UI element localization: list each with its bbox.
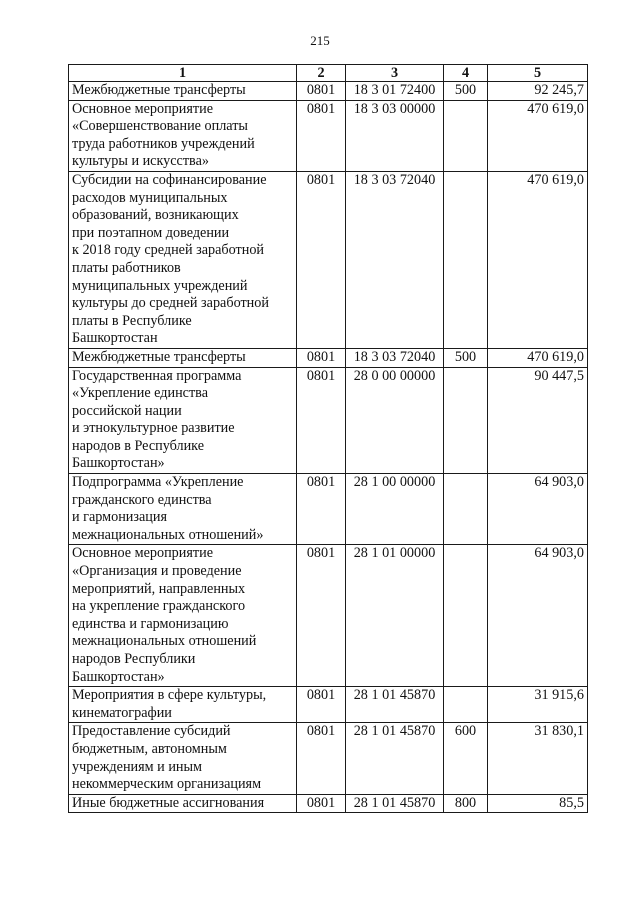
- row-amount: 31 915,6: [488, 687, 588, 723]
- table-row: [69, 545, 588, 687]
- column-header-2: 2: [297, 65, 346, 82]
- row-target-article: 28 1 00 00000: [346, 474, 444, 545]
- row-name: Межбюджетные трансферты: [69, 348, 297, 367]
- row-amount: 470 619,0: [488, 348, 588, 367]
- table-header-row: [69, 65, 588, 82]
- row-amount: 31 830,1: [488, 723, 588, 794]
- column-header-1: 1: [69, 65, 297, 82]
- row-section: 0801: [297, 545, 346, 687]
- table-row: [69, 794, 588, 813]
- column-header-3: 3: [346, 65, 444, 82]
- row-name: Государственная программа «Укрепление единства российской нации и этнокультурное развитие народов в Республике Башкортостан»: [69, 367, 297, 474]
- row-target-article: 28 1 01 00000: [346, 545, 444, 687]
- row-amount: 470 619,0: [488, 100, 588, 171]
- row-name: Мероприятия в сфере культуры, кинематографии: [69, 687, 297, 723]
- row-expense-type: 500: [444, 82, 488, 101]
- row-target-article: 28 0 00 00000: [346, 367, 444, 474]
- page-number: 215: [310, 33, 330, 48]
- budget-table: [68, 64, 588, 813]
- table-row: [69, 100, 588, 171]
- row-amount: 90 447,5: [488, 367, 588, 474]
- table-row: [69, 367, 588, 474]
- column-header-4: 4: [444, 65, 488, 82]
- row-expense-type: 500: [444, 348, 488, 367]
- row-name: Основное мероприятие «Организация и проведение мероприятий, направленных на укрепление гражданского единства и гармонизацию межнациональных отношений народов Республики Башкортостан»: [69, 545, 297, 687]
- row-expense-type: 600: [444, 723, 488, 794]
- row-section: 0801: [297, 100, 346, 171]
- row-name: Субсидии на софинансирование расходов муниципальных образований, возникающих при поэтапном доведении к 2018 году средней заработной платы работников муниципальных учреждений культуры до средней заработной платы в Республике Башкортостан: [69, 171, 297, 348]
- table-row: [69, 474, 588, 545]
- row-name: Основное мероприятие «Совершенствование оплаты труда работников учреждений культуры и искусства»: [69, 100, 297, 171]
- row-target-article: 18 3 01 72400: [346, 82, 444, 101]
- row-target-article: 28 1 01 45870: [346, 687, 444, 723]
- row-amount: 64 903,0: [488, 474, 588, 545]
- row-target-article: 28 1 01 45870: [346, 794, 444, 813]
- row-expense-type: 800: [444, 794, 488, 813]
- row-section: 0801: [297, 687, 346, 723]
- row-name: Предоставление субсидий бюджетным, автономным учреждениям и иным некоммерческим организациям: [69, 723, 297, 794]
- row-target-article: 28 1 01 45870: [346, 723, 444, 794]
- column-header-5: 5: [488, 65, 588, 82]
- row-section: 0801: [297, 723, 346, 794]
- row-section: 0801: [297, 474, 346, 545]
- row-expense-type: [444, 367, 488, 474]
- row-expense-type: [444, 100, 488, 171]
- row-amount: 470 619,0: [488, 171, 588, 348]
- row-section: 0801: [297, 171, 346, 348]
- row-expense-type: [444, 687, 488, 723]
- row-amount: 92 245,7: [488, 82, 588, 101]
- table-row: [69, 82, 588, 101]
- row-name: Иные бюджетные ассигнования: [69, 794, 297, 813]
- row-section: 0801: [297, 794, 346, 813]
- row-expense-type: [444, 474, 488, 545]
- table-row: [69, 687, 588, 723]
- row-amount: 64 903,0: [488, 545, 588, 687]
- row-expense-type: [444, 545, 488, 687]
- table-row: [69, 348, 588, 367]
- table-row: [69, 723, 588, 794]
- row-section: 0801: [297, 367, 346, 474]
- row-amount: 85,5: [488, 794, 588, 813]
- row-target-article: 18 3 03 00000: [346, 100, 444, 171]
- row-name: Подпрограмма «Укрепление гражданского единства и гармонизация межнациональных отношений»: [69, 474, 297, 545]
- row-section: 0801: [297, 348, 346, 367]
- table-row: [69, 171, 588, 348]
- row-name: Межбюджетные трансферты: [69, 82, 297, 101]
- row-section: 0801: [297, 82, 346, 101]
- row-target-article: 18 3 03 72040: [346, 171, 444, 348]
- row-target-article: 18 3 03 72040: [346, 348, 444, 367]
- row-expense-type: [444, 171, 488, 348]
